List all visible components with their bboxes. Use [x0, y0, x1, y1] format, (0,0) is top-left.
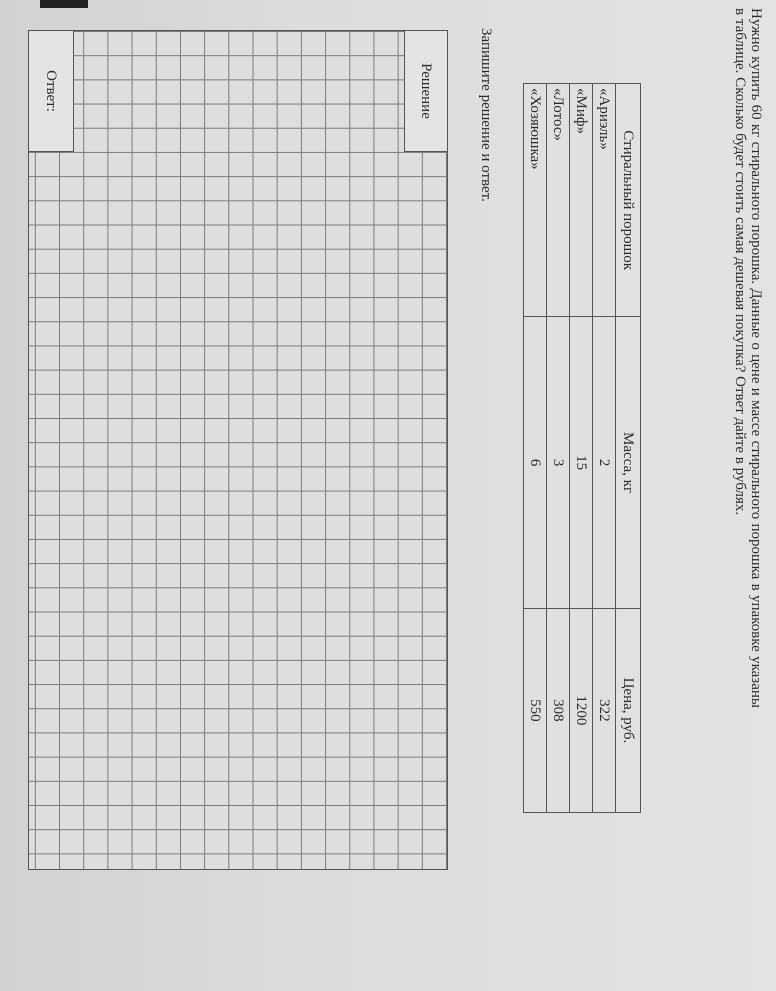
- row-name: «Хозяюшка»: [524, 84, 547, 317]
- row-mass: 6: [524, 317, 547, 609]
- solution-label: Решение: [404, 30, 448, 152]
- row-mass: 15: [570, 317, 593, 609]
- answer-field[interactable]: [28, 152, 74, 212]
- table-row: [524, 84, 547, 813]
- row-price: 550: [524, 608, 547, 812]
- row-mass: 3: [547, 317, 570, 609]
- row-mass: 2: [593, 317, 616, 609]
- problem-statement: Нужно купить 60 кг стирального порошка. Данные о цене и массе стирального порошка в упаковке указаны в таблице. Сколько будет стоить самая дешевая покупка? Ответ дайте в рублях.: [732, 8, 764, 708]
- table-row: [547, 84, 570, 813]
- prices-table: [523, 83, 641, 813]
- table-row: [570, 84, 593, 813]
- answer-label: Ответ:: [28, 30, 74, 152]
- row-name: «Миф»: [570, 84, 593, 317]
- row-price: 322: [593, 608, 616, 812]
- grid-answer-area[interactable]: [28, 30, 448, 870]
- row-name: «Ариэль»: [593, 84, 616, 317]
- header-mass: Масса, кг: [616, 317, 641, 609]
- header-powder: Стиральный порошок: [616, 84, 641, 317]
- row-price: 308: [547, 608, 570, 812]
- row-price: 1200: [570, 608, 593, 812]
- row-name: «Лотос»: [547, 84, 570, 317]
- header-price: Цена, руб.: [616, 608, 641, 812]
- instruction-text: Запишите решение и ответ.: [478, 28, 494, 202]
- table-row: [593, 84, 616, 813]
- table-header-row: [616, 84, 641, 813]
